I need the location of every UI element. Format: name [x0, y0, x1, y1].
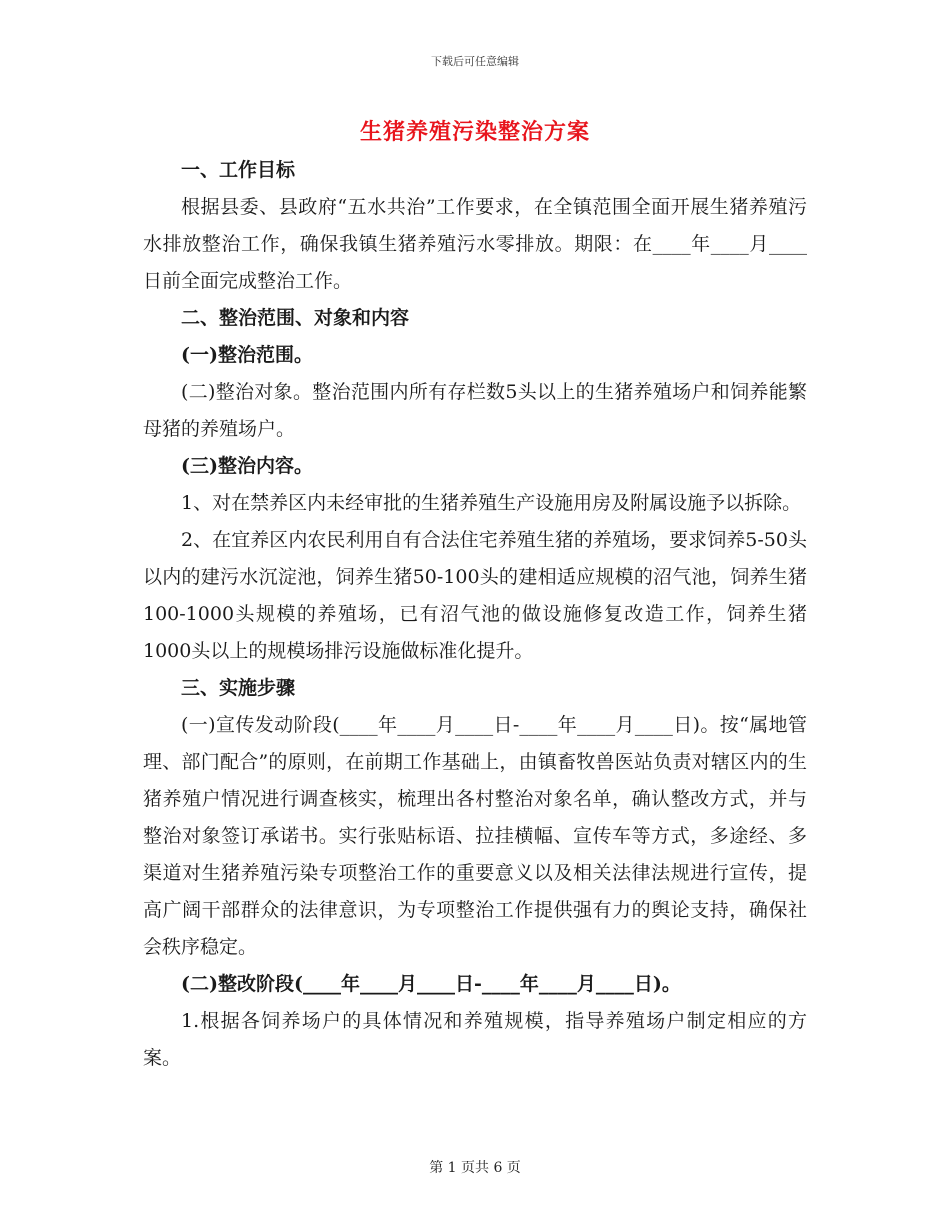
paragraph-content-item-2: 2、在宜养区内农民利用自有合法住宅养殖生猪的养殖场，要求饲养5-50头以内的建污水沉淀池，饲养生猪50-100头的建相适应规模的沼气池，饲养生猪100-1000头规模的养殖场，已有沼气池的做设施修复改造工作，饲养生猪1000头以上的规模场排污设施做标准化提升。 [143, 529, 807, 662]
page-header-note: 下载后可任意编辑 [431, 55, 519, 68]
page-footer-info: 第 1 页共 6 页 [429, 1160, 521, 1176]
paragraph-publicity-stage: (一)宣传发动阶段(____年____月____日-____年____月____日)。按“属地管理、部门配合”的原则，在前期工作基础上，由镇畜牧兽医站负责对辖区内的生猪养殖户情况进行调查核实，梳理出各村整治对象名单，确认整改方式，并与整治对象签订承诺书。实行张贴标语、拉挂横幅、宣传车等方式，多途经、多渠道对生猪养殖污染专项整治工作的重要意义以及相关法律法规进行宣传，提高广阔干部群众的法律意识，为专项整治工作提供强有力的舆论支持，确保社会秩序稳定。 [143, 714, 807, 958]
paragraph-objects: (二)整治对象。整治范围内所有存栏数5头以上的生猪养殖场户和饲养能繁母猪的养殖场户。 [143, 381, 807, 440]
heading-work-goal: 一、工作目标 [181, 159, 296, 181]
paragraph-work-goal: 根据县委、县政府“五水共治”工作要求，在全镇范围全面开展生猪养殖污水排放整治工作，确保我镇生猪养殖污水零排放。期限：在____年____月____日前全面完成整治工作。 [143, 196, 807, 292]
heading-scope-objects-content: 二、整治范围、对象和内容 [181, 307, 410, 329]
document-title: 生猪养殖污染整治方案 [359, 119, 590, 145]
document-body [143, 152, 807, 1077]
subheading-content: (三)整治内容。 [181, 455, 313, 477]
subheading-rectification-stage: (二)整改阶段(____年____月____日-____年____月____日)。 [181, 973, 681, 995]
paragraph-rectification-item-1: 1.根据各饲养场户的具体情况和养殖规模，指导养殖场户制定相应的方案。 [143, 1010, 807, 1069]
subheading-scope: (一)整治范围。 [181, 344, 313, 366]
paragraph-content-item-1: 1、对在禁养区内未经审批的生猪养殖生产设施用房及附属设施予以拆除。 [181, 492, 802, 514]
heading-implementation-steps: 三、实施步骤 [181, 677, 296, 699]
